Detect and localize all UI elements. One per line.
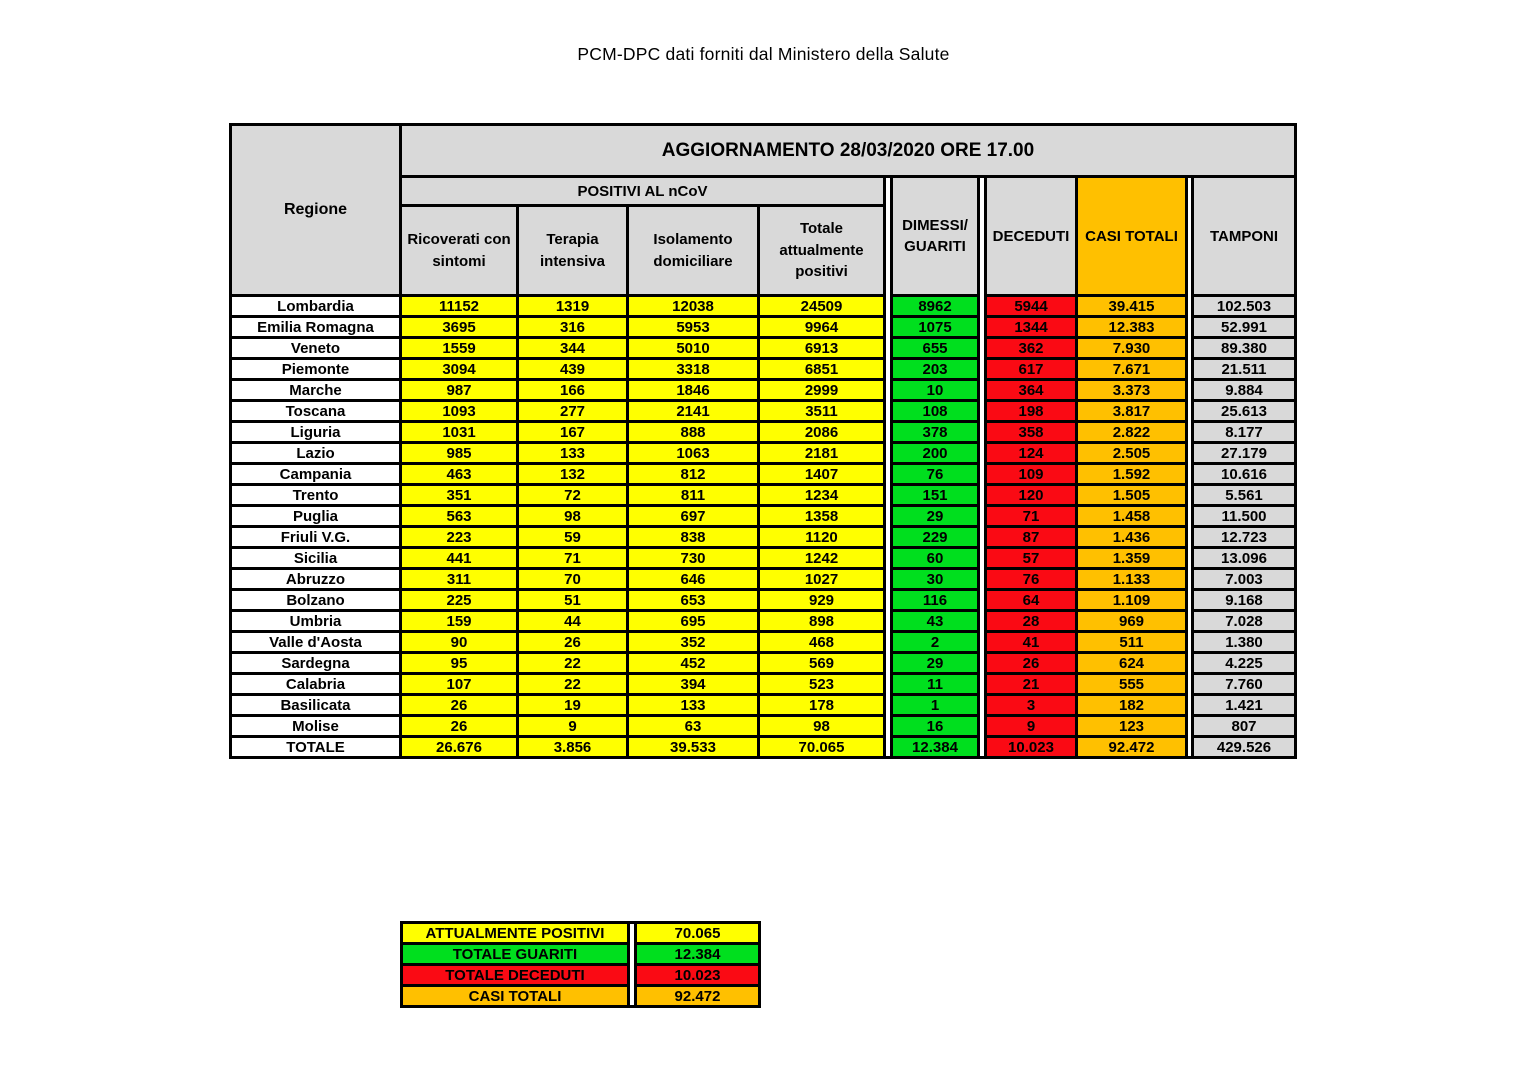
region-cell: Lazio [231, 443, 401, 464]
ricoverati-cell: 26.676 [401, 737, 518, 758]
column-gap [885, 590, 892, 611]
tamponi-cell: 429.526 [1193, 737, 1296, 758]
region-column-header: Regione [231, 125, 401, 296]
terapia-cell: 22 [518, 674, 628, 695]
isolamento-cell: 838 [628, 527, 759, 548]
region-cell: Sardegna [231, 653, 401, 674]
summary-label: TOTALE GUARITI [402, 944, 629, 965]
totale-positivi-header: Totale attualmente positivi [759, 206, 885, 296]
column-gap [979, 506, 986, 527]
column-gap [885, 653, 892, 674]
summary-value: 92.472 [636, 986, 760, 1007]
totale-positivi-cell: 468 [759, 632, 885, 653]
table-body [231, 296, 1296, 758]
summary-value: 10.023 [636, 965, 760, 986]
terapia-cell: 133 [518, 443, 628, 464]
ricoverati-cell: 26 [401, 716, 518, 737]
isolamento-cell: 352 [628, 632, 759, 653]
column-gap [979, 296, 986, 317]
table-row [231, 359, 1296, 380]
isolamento-cell: 39.533 [628, 737, 759, 758]
column-gap [979, 485, 986, 506]
total-row [231, 737, 1296, 758]
column-gap [979, 569, 986, 590]
deceduti-cell: 10.023 [986, 737, 1077, 758]
deceduti-cell: 26 [986, 653, 1077, 674]
terapia-cell: 3.856 [518, 737, 628, 758]
casi-totali-cell: 3.373 [1077, 380, 1187, 401]
region-cell: TOTALE [231, 737, 401, 758]
totale-positivi-cell: 6913 [759, 338, 885, 359]
totale-positivi-cell: 9964 [759, 317, 885, 338]
ricoverati-cell: 1031 [401, 422, 518, 443]
region-cell: Trento [231, 485, 401, 506]
isolamento-cell: 812 [628, 464, 759, 485]
dimessi-cell: 29 [892, 653, 979, 674]
dimessi-cell: 29 [892, 506, 979, 527]
terapia-cell: 71 [518, 548, 628, 569]
isolamento-cell: 697 [628, 506, 759, 527]
ricoverati-cell: 563 [401, 506, 518, 527]
column-gap [885, 380, 892, 401]
dimessi-cell: 116 [892, 590, 979, 611]
dimessi-cell: 43 [892, 611, 979, 632]
isolamento-cell: 695 [628, 611, 759, 632]
deceduti-cell: 71 [986, 506, 1077, 527]
isolamento-cell: 646 [628, 569, 759, 590]
terapia-cell: 51 [518, 590, 628, 611]
region-cell: Umbria [231, 611, 401, 632]
tamponi-cell: 807 [1193, 716, 1296, 737]
column-gap [979, 716, 986, 737]
column-gap [885, 338, 892, 359]
isolamento-cell: 452 [628, 653, 759, 674]
ricoverati-cell: 3695 [401, 317, 518, 338]
region-cell: Toscana [231, 401, 401, 422]
deceduti-cell: 617 [986, 359, 1077, 380]
casi-totali-cell: 1.359 [1077, 548, 1187, 569]
region-cell: Abruzzo [231, 569, 401, 590]
totale-positivi-cell: 2181 [759, 443, 885, 464]
ricoverati-cell: 225 [401, 590, 518, 611]
casi-totali-cell: 624 [1077, 653, 1187, 674]
summary-row [402, 944, 760, 965]
totale-positivi-cell: 1120 [759, 527, 885, 548]
summary-body [402, 923, 760, 1007]
table-row [231, 695, 1296, 716]
region-cell: Piemonte [231, 359, 401, 380]
tamponi-cell: 11.500 [1193, 506, 1296, 527]
terapia-cell: 70 [518, 569, 628, 590]
summary-value: 12.384 [636, 944, 760, 965]
ricoverati-cell: 311 [401, 569, 518, 590]
deceduti-cell: 57 [986, 548, 1077, 569]
dimessi-cell: 203 [892, 359, 979, 380]
dimessi-cell: 12.384 [892, 737, 979, 758]
summary-row [402, 965, 760, 986]
totale-positivi-cell: 1234 [759, 485, 885, 506]
dimessi-cell: 30 [892, 569, 979, 590]
dimessi-cell: 151 [892, 485, 979, 506]
terapia-cell: 316 [518, 317, 628, 338]
column-gap [885, 464, 892, 485]
column-gap [885, 443, 892, 464]
isolamento-header: Isolamento domiciliare [628, 206, 759, 296]
region-cell: Lombardia [231, 296, 401, 317]
table-row [231, 548, 1296, 569]
summary-value: 70.065 [636, 923, 760, 944]
dimessi-cell: 655 [892, 338, 979, 359]
table-row [231, 296, 1296, 317]
ricoverati-cell: 1559 [401, 338, 518, 359]
tamponi-cell: 9.168 [1193, 590, 1296, 611]
isolamento-cell: 63 [628, 716, 759, 737]
ricoverati-cell: 26 [401, 695, 518, 716]
tamponi-cell: 5.561 [1193, 485, 1296, 506]
column-gap [979, 464, 986, 485]
region-cell: Puglia [231, 506, 401, 527]
ricoverati-cell: 987 [401, 380, 518, 401]
isolamento-cell: 5953 [628, 317, 759, 338]
dimessi-cell: 10 [892, 380, 979, 401]
casi-totali-cell: 1.109 [1077, 590, 1187, 611]
casi-totali-cell: 182 [1077, 695, 1187, 716]
casi-totali-header: CASI TOTALI [1077, 177, 1187, 296]
region-cell: Marche [231, 380, 401, 401]
table-row [231, 380, 1296, 401]
isolamento-cell: 811 [628, 485, 759, 506]
column-gap [885, 506, 892, 527]
column-gap [885, 695, 892, 716]
totale-positivi-cell: 6851 [759, 359, 885, 380]
column-gap [885, 569, 892, 590]
deceduti-cell: 64 [986, 590, 1077, 611]
dimessi-cell: 108 [892, 401, 979, 422]
dimessi-cell: 76 [892, 464, 979, 485]
column-gap [885, 485, 892, 506]
ricoverati-cell: 159 [401, 611, 518, 632]
deceduti-cell: 3 [986, 695, 1077, 716]
column-gap [885, 632, 892, 653]
region-cell: Bolzano [231, 590, 401, 611]
isolamento-cell: 653 [628, 590, 759, 611]
ricoverati-cell: 90 [401, 632, 518, 653]
ricoverati-cell: 107 [401, 674, 518, 695]
region-cell: Basilicata [231, 695, 401, 716]
table-row [231, 611, 1296, 632]
casi-totali-cell: 92.472 [1077, 737, 1187, 758]
deceduti-cell: 362 [986, 338, 1077, 359]
tamponi-cell: 102.503 [1193, 296, 1296, 317]
terapia-cell: 1319 [518, 296, 628, 317]
isolamento-cell: 1063 [628, 443, 759, 464]
dimessi-cell: 16 [892, 716, 979, 737]
column-gap [979, 548, 986, 569]
column-gap [885, 359, 892, 380]
column-gap [979, 422, 986, 443]
dimessi-cell: 378 [892, 422, 979, 443]
summary-row [402, 986, 760, 1007]
positivi-group-header: POSITIVI AL nCoV [401, 177, 885, 206]
terapia-cell: 344 [518, 338, 628, 359]
deceduti-header: DECEDUTI [986, 177, 1077, 296]
casi-totali-cell: 123 [1077, 716, 1187, 737]
casi-totali-cell: 555 [1077, 674, 1187, 695]
ricoverati-cell: 11152 [401, 296, 518, 317]
isolamento-cell: 394 [628, 674, 759, 695]
tamponi-cell: 10.616 [1193, 464, 1296, 485]
tamponi-cell: 9.884 [1193, 380, 1296, 401]
region-cell: Molise [231, 716, 401, 737]
column-gap [885, 317, 892, 338]
totale-positivi-cell: 3511 [759, 401, 885, 422]
tamponi-cell: 8.177 [1193, 422, 1296, 443]
tamponi-cell: 1.380 [1193, 632, 1296, 653]
isolamento-cell: 133 [628, 695, 759, 716]
table-row [231, 632, 1296, 653]
casi-totali-cell: 1.133 [1077, 569, 1187, 590]
column-gap [979, 527, 986, 548]
terapia-cell: 166 [518, 380, 628, 401]
casi-totali-cell: 969 [1077, 611, 1187, 632]
ricoverati-header: Ricoverati con sintomi [401, 206, 518, 296]
totale-positivi-cell: 24509 [759, 296, 885, 317]
ricoverati-cell: 351 [401, 485, 518, 506]
tamponi-cell: 1.421 [1193, 695, 1296, 716]
ricoverati-cell: 985 [401, 443, 518, 464]
table-row [231, 422, 1296, 443]
totale-positivi-cell: 569 [759, 653, 885, 674]
casi-totali-cell: 1.592 [1077, 464, 1187, 485]
column-gap [979, 590, 986, 611]
tamponi-cell: 4.225 [1193, 653, 1296, 674]
column-gap [979, 359, 986, 380]
dimessi-cell: 200 [892, 443, 979, 464]
totale-positivi-cell: 70.065 [759, 737, 885, 758]
column-gap [979, 611, 986, 632]
region-cell: Calabria [231, 674, 401, 695]
column-gap [885, 674, 892, 695]
dimessi-cell: 60 [892, 548, 979, 569]
totale-positivi-cell: 1407 [759, 464, 885, 485]
dimessi-cell: 1 [892, 695, 979, 716]
ricoverati-cell: 223 [401, 527, 518, 548]
casi-totali-cell: 2.505 [1077, 443, 1187, 464]
deceduti-cell: 21 [986, 674, 1077, 695]
isolamento-cell: 12038 [628, 296, 759, 317]
column-gap [979, 401, 986, 422]
deceduti-cell: 87 [986, 527, 1077, 548]
isolamento-cell: 1846 [628, 380, 759, 401]
casi-totali-cell: 3.817 [1077, 401, 1187, 422]
region-cell: Sicilia [231, 548, 401, 569]
column-gap [979, 695, 986, 716]
terapia-cell: 9 [518, 716, 628, 737]
totals-summary-box [400, 921, 761, 1008]
table-row [231, 674, 1296, 695]
table-row [231, 590, 1296, 611]
terapia-cell: 167 [518, 422, 628, 443]
ricoverati-cell: 95 [401, 653, 518, 674]
deceduti-cell: 41 [986, 632, 1077, 653]
column-gap [979, 177, 986, 296]
terapia-cell: 72 [518, 485, 628, 506]
tamponi-cell: 7.003 [1193, 569, 1296, 590]
deceduti-cell: 1344 [986, 317, 1077, 338]
ricoverati-cell: 441 [401, 548, 518, 569]
region-cell: Campania [231, 464, 401, 485]
column-gap [885, 296, 892, 317]
tamponi-cell: 25.613 [1193, 401, 1296, 422]
deceduti-cell: 120 [986, 485, 1077, 506]
page-title: PCM-DPC dati forniti dal Ministero della Salute [577, 44, 950, 64]
dimessi-cell: 2 [892, 632, 979, 653]
table-row [231, 464, 1296, 485]
column-gap [885, 527, 892, 548]
isolamento-cell: 3318 [628, 359, 759, 380]
update-banner: AGGIORNAMENTO 28/03/2020 ORE 17.00 [401, 125, 1296, 177]
casi-totali-cell: 7.930 [1077, 338, 1187, 359]
terapia-cell: 98 [518, 506, 628, 527]
isolamento-cell: 888 [628, 422, 759, 443]
column-gap [979, 443, 986, 464]
isolamento-cell: 2141 [628, 401, 759, 422]
covid-region-table [229, 123, 1297, 759]
casi-totali-cell: 1.505 [1077, 485, 1187, 506]
totale-positivi-cell: 178 [759, 695, 885, 716]
table-row [231, 401, 1296, 422]
casi-totali-cell: 7.671 [1077, 359, 1187, 380]
totale-positivi-cell: 1242 [759, 548, 885, 569]
terapia-cell: 19 [518, 695, 628, 716]
region-cell: Friuli V.G. [231, 527, 401, 548]
column-gap [885, 548, 892, 569]
table-row [231, 527, 1296, 548]
table-row [231, 653, 1296, 674]
ricoverati-cell: 1093 [401, 401, 518, 422]
column-gap [979, 737, 986, 758]
table-row [231, 338, 1296, 359]
terapia-cell: 26 [518, 632, 628, 653]
table-row [231, 317, 1296, 338]
dimessi-guariti-header: DIMESSI/ GUARITI [892, 177, 979, 296]
dimessi-cell: 1075 [892, 317, 979, 338]
column-gap [885, 422, 892, 443]
deceduti-cell: 124 [986, 443, 1077, 464]
tamponi-cell: 12.723 [1193, 527, 1296, 548]
table-row [231, 485, 1296, 506]
terapia-cell: 132 [518, 464, 628, 485]
column-gap [979, 632, 986, 653]
totale-positivi-cell: 98 [759, 716, 885, 737]
region-cell: Emilia Romagna [231, 317, 401, 338]
column-gap [885, 716, 892, 737]
casi-totali-cell: 12.383 [1077, 317, 1187, 338]
casi-totali-cell: 39.415 [1077, 296, 1187, 317]
terapia-cell: 277 [518, 401, 628, 422]
column-gap [629, 923, 636, 944]
region-cell: Veneto [231, 338, 401, 359]
deceduti-cell: 28 [986, 611, 1077, 632]
terapia-cell: 59 [518, 527, 628, 548]
column-gap [629, 965, 636, 986]
terapia-cell: 44 [518, 611, 628, 632]
terapia-intensiva-header: Terapia intensiva [518, 206, 628, 296]
tamponi-header: TAMPONI [1193, 177, 1296, 296]
ricoverati-cell: 3094 [401, 359, 518, 380]
summary-label: TOTALE DECEDUTI [402, 965, 629, 986]
tamponi-cell: 7.028 [1193, 611, 1296, 632]
ricoverati-cell: 463 [401, 464, 518, 485]
column-gap [979, 338, 986, 359]
summary-label: CASI TOTALI [402, 986, 629, 1007]
dimessi-cell: 8962 [892, 296, 979, 317]
column-gap [979, 674, 986, 695]
totale-positivi-cell: 2086 [759, 422, 885, 443]
deceduti-cell: 364 [986, 380, 1077, 401]
isolamento-cell: 5010 [628, 338, 759, 359]
dimessi-cell: 11 [892, 674, 979, 695]
table-row [231, 443, 1296, 464]
casi-totali-cell: 2.822 [1077, 422, 1187, 443]
tamponi-cell: 89.380 [1193, 338, 1296, 359]
tamponi-cell: 7.760 [1193, 674, 1296, 695]
summary-row [402, 923, 760, 944]
totale-positivi-cell: 523 [759, 674, 885, 695]
tamponi-cell: 52.991 [1193, 317, 1296, 338]
tamponi-cell: 21.511 [1193, 359, 1296, 380]
region-cell: Liguria [231, 422, 401, 443]
column-gap [885, 611, 892, 632]
deceduti-cell: 109 [986, 464, 1077, 485]
table-row [231, 716, 1296, 737]
summary-label: ATTUALMENTE POSITIVI [402, 923, 629, 944]
deceduti-cell: 5944 [986, 296, 1077, 317]
terapia-cell: 439 [518, 359, 628, 380]
totale-positivi-cell: 929 [759, 590, 885, 611]
terapia-cell: 22 [518, 653, 628, 674]
column-gap [885, 177, 892, 296]
column-gap [629, 944, 636, 965]
deceduti-cell: 198 [986, 401, 1077, 422]
column-gap [979, 380, 986, 401]
casi-totali-cell: 511 [1077, 632, 1187, 653]
tamponi-cell: 27.179 [1193, 443, 1296, 464]
dimessi-cell: 229 [892, 527, 979, 548]
totale-positivi-cell: 2999 [759, 380, 885, 401]
table-row [231, 569, 1296, 590]
totale-positivi-cell: 1027 [759, 569, 885, 590]
casi-totali-cell: 1.458 [1077, 506, 1187, 527]
column-gap [885, 737, 892, 758]
deceduti-cell: 9 [986, 716, 1077, 737]
column-gap [979, 653, 986, 674]
column-gap [629, 986, 636, 1007]
tamponi-cell: 13.096 [1193, 548, 1296, 569]
casi-totali-cell: 1.436 [1077, 527, 1187, 548]
totale-positivi-cell: 898 [759, 611, 885, 632]
deceduti-cell: 358 [986, 422, 1077, 443]
column-gap [885, 401, 892, 422]
column-gap [979, 317, 986, 338]
region-cell: Valle d'Aosta [231, 632, 401, 653]
deceduti-cell: 76 [986, 569, 1077, 590]
totale-positivi-cell: 1358 [759, 506, 885, 527]
isolamento-cell: 730 [628, 548, 759, 569]
table-row [231, 506, 1296, 527]
